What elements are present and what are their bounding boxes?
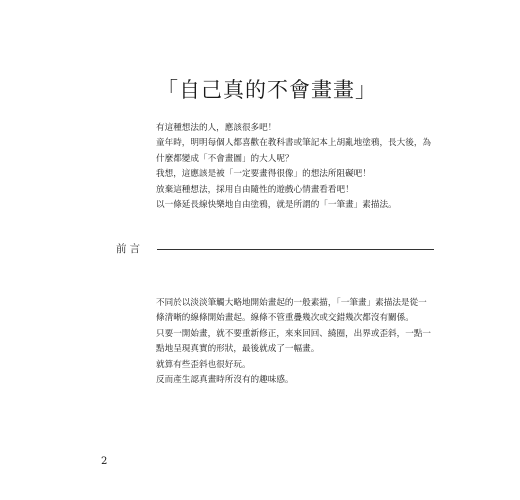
intro-line: 放棄這種想法，採用自由隨性的遊戲心情畫看看吧！: [156, 184, 354, 195]
section-label-preface: 前言: [116, 243, 143, 255]
page-title: 「自己真的不會畫畫」: [157, 78, 377, 102]
body-line: 點地呈現真實的形狀，最後就成了一幅畫。: [156, 344, 320, 355]
intro-paragraph: [156, 121, 431, 213]
intro-line: 有這種想法的人，應該很多吧！: [156, 123, 277, 133]
intro-line: 童年時，明明每個人都喜歡在教科書或筆記本上胡亂地塗鴉，長大後，為: [156, 138, 432, 149]
body-paragraph: [156, 296, 431, 388]
page-number: 2: [101, 456, 108, 467]
body-line: 條清晰的線條開始畫起。線條不管重疊幾次或交錯幾次都沒有關係。: [156, 313, 414, 324]
body-line: 只要一開始畫，就不要重新修正，來來回回、繞圈，出界或歪斜，一點一: [156, 328, 432, 339]
section-divider: [157, 249, 434, 250]
intro-line: 以一條延長線快樂地自由塗鴉，就是所謂的「一筆畫」素描法。: [156, 199, 397, 210]
body-line: 不同於以淡淡筆觸大略地開始畫起的一般素描，「一筆畫」素描法是從一: [156, 298, 427, 308]
body-line: 反而產生認真畫時所沒有的趣味感。: [156, 374, 294, 385]
body-line: 就算有些歪斜也很好玩。: [156, 359, 251, 370]
intro-line: 我想，這應該是被「一定要畫得很像」的想法所阻礙吧！: [156, 169, 371, 180]
intro-line: 什麼都變成「不會畫圖」的大人呢？: [156, 153, 294, 164]
